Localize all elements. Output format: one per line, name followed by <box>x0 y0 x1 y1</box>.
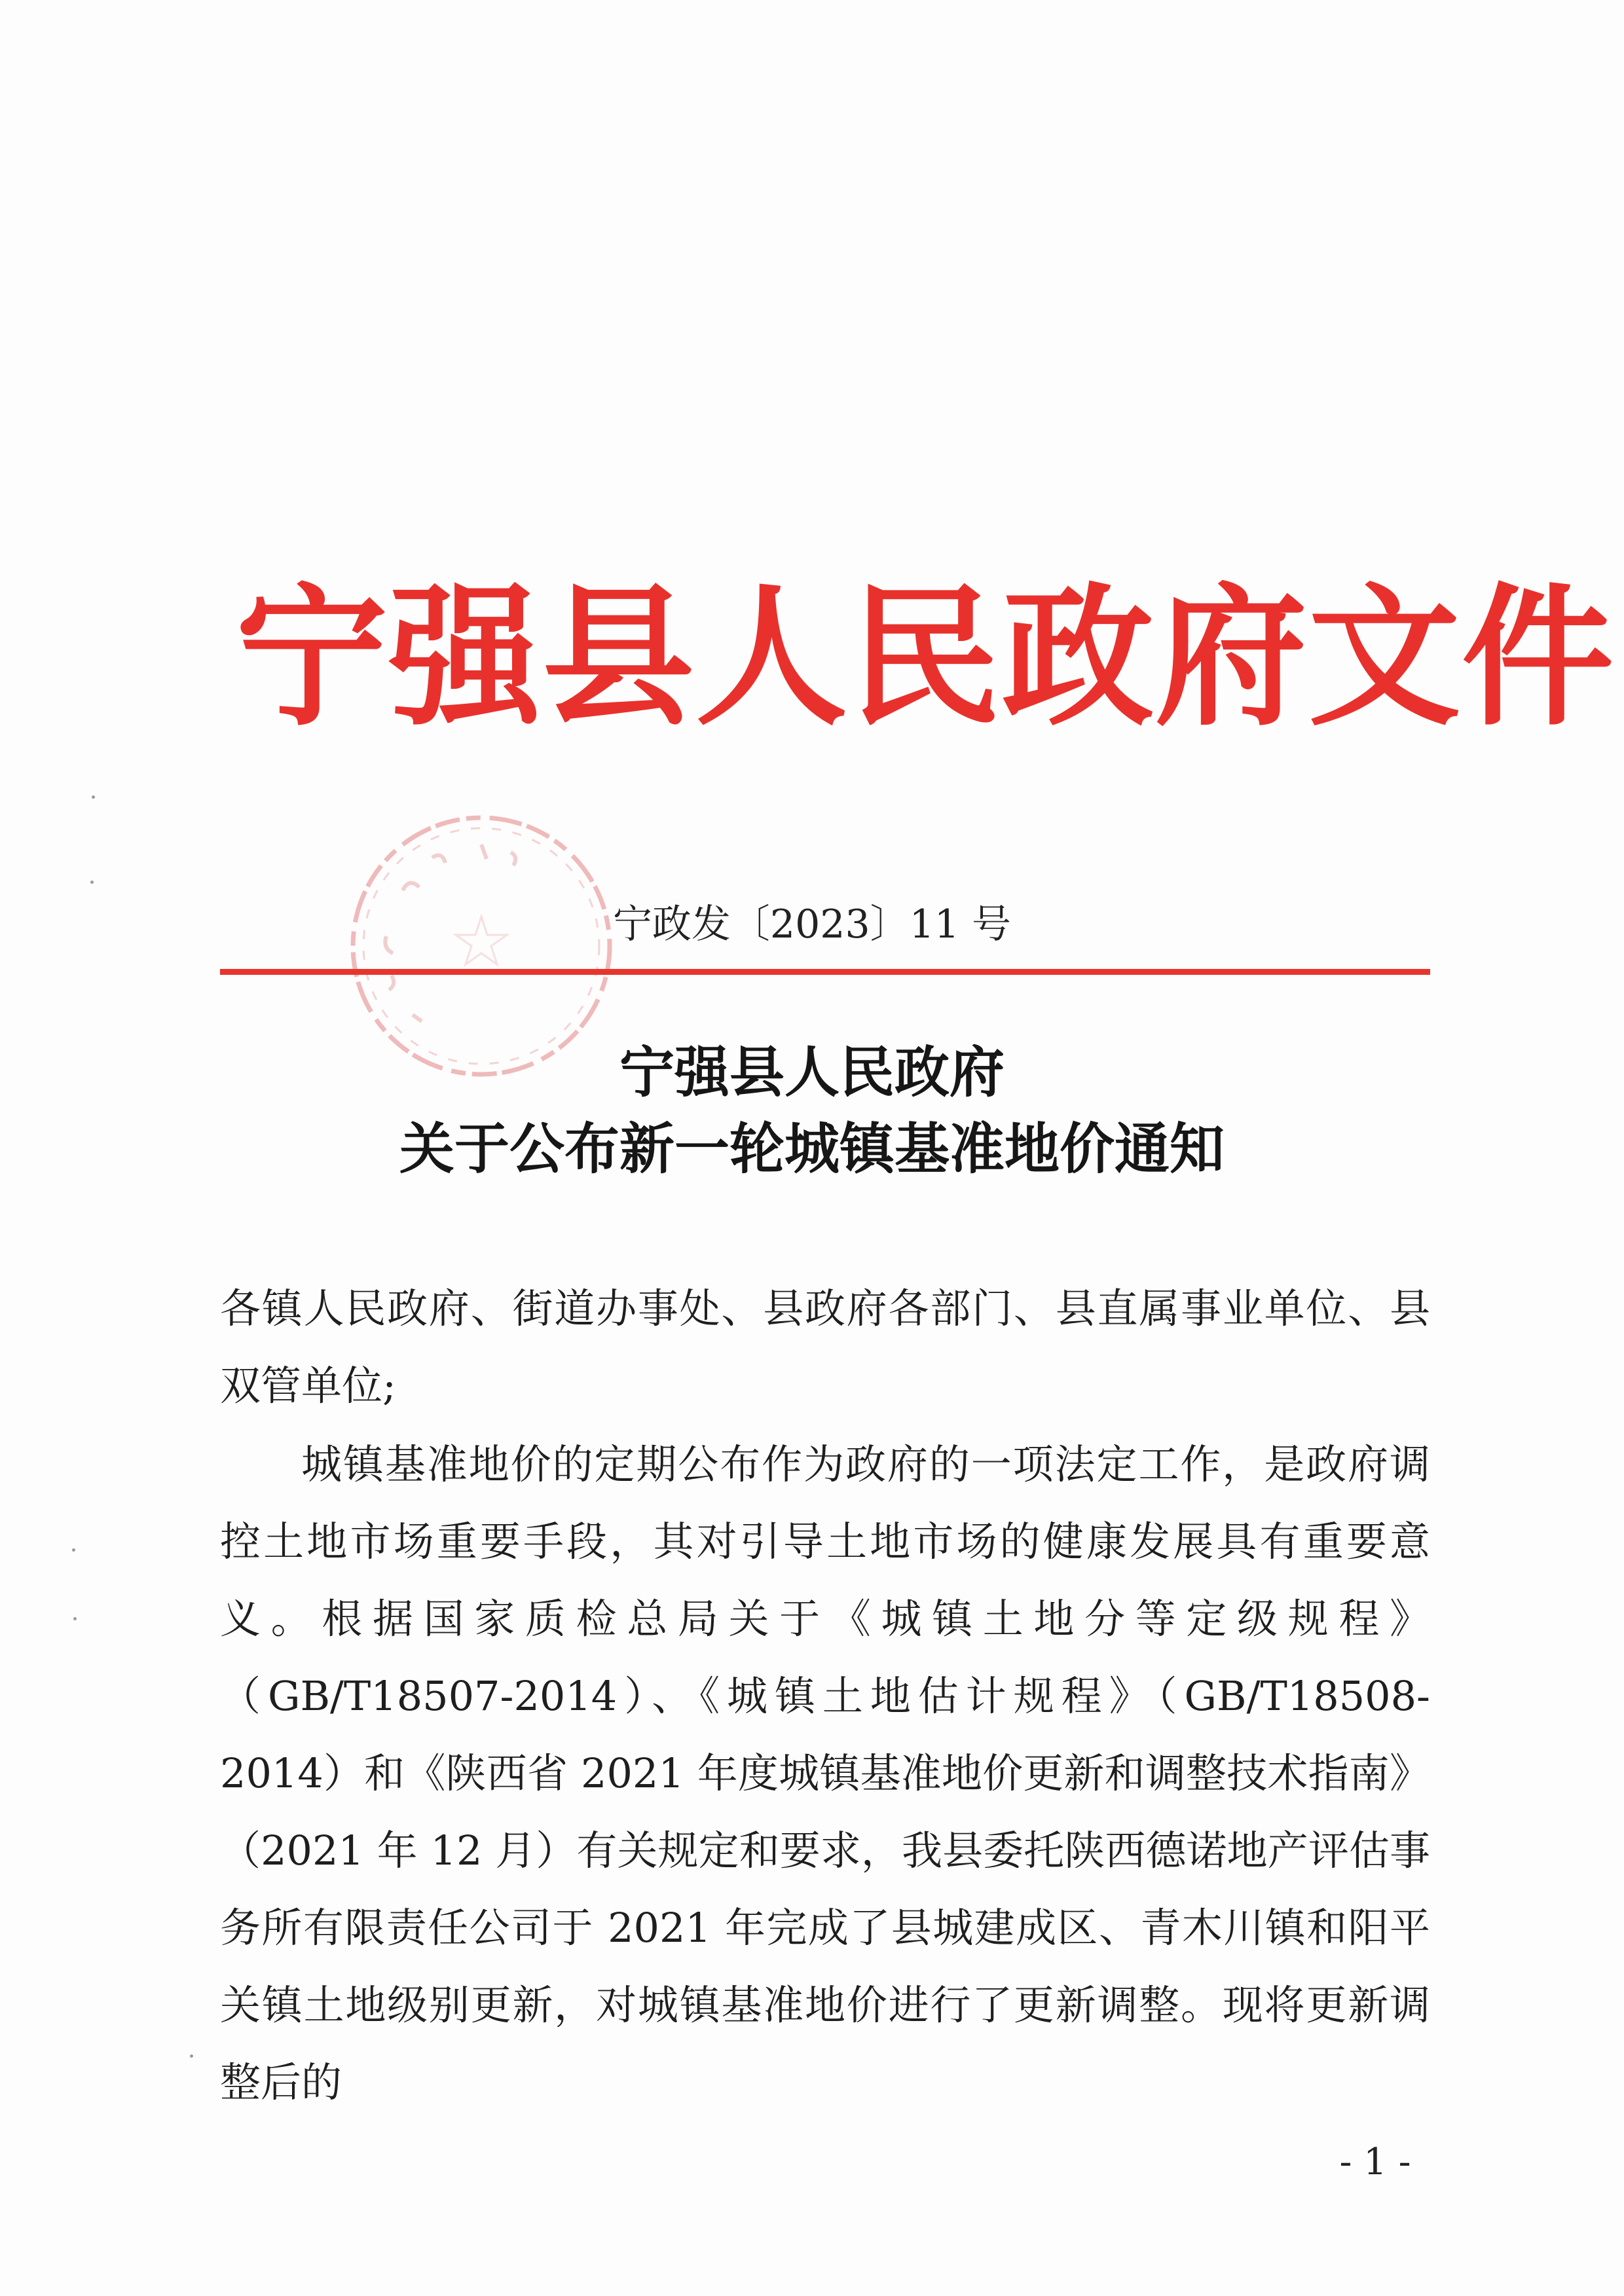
letterhead-title: 宁强县人民政府文件 <box>236 570 1615 746</box>
subject-title-line-2: 关于公布新一轮城镇基准地价通知 <box>399 1117 1225 1181</box>
document-number: 宁政发〔2023〕11 号 <box>612 902 1012 947</box>
scan-speck <box>92 795 95 799</box>
scan-speck <box>90 881 94 884</box>
addressee-line: 各镇人民政府、街道办事处、县政府各部门、县直属事业单位、县双管单位; <box>220 1285 1430 1410</box>
red-separator-line <box>220 969 1430 975</box>
page-number: - 1 - <box>1339 2141 1411 2183</box>
subject-title-line-1: 宁强县人民政府 <box>619 1040 1005 1104</box>
scan-speck <box>73 1617 77 1620</box>
scan-speck <box>72 1548 75 1552</box>
body-paragraph: 城镇基准地价的定期公布作为政府的一项法定工作，是政府调控土地市场重要手段，其对引导土地市场的健康发展具有重要意义。根据国家质检总局关于《城镇土地分等定级规程》（GB/T18507-2014）、《城镇土地估计规程》（GB/T18508-2014）和《陕西省 2021 年度城镇基准地价更新和调整技术指南》（2021 年 12 月）有关规定和要求，我县委托陕西德诺地产评估事务所有限责任公司于 2021 年完成了县城建成区、青木川镇和阳平关镇土地级别更新，对城镇基准地价进行了更新调整。现将更新调整后的 <box>220 1440 1430 2106</box>
document-body <box>220 1270 1430 2121</box>
scan-speck <box>190 2054 193 2058</box>
